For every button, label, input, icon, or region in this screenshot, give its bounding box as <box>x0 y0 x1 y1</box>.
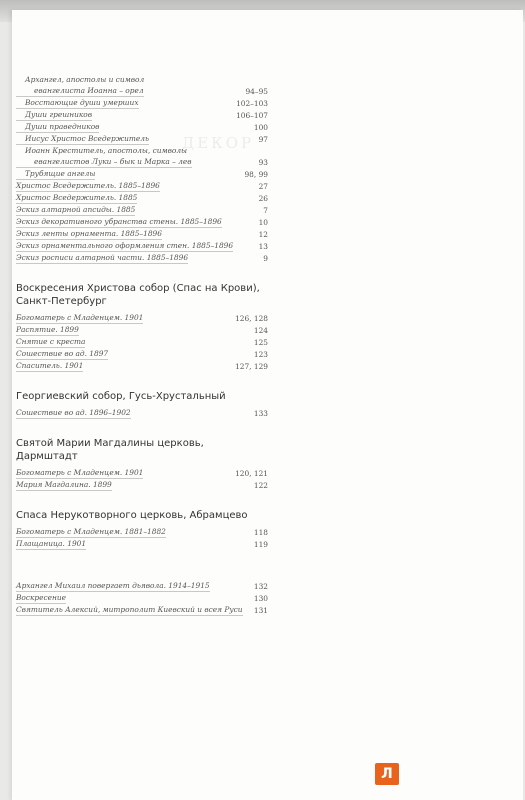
section-title: Святой Марии Магдалины церковь, <box>16 438 204 449</box>
index-section <box>16 580 268 616</box>
index-entry <box>16 85 268 97</box>
entry-pages: 132 <box>253 582 268 591</box>
index-entry <box>16 538 268 550</box>
entry-pages: 119 <box>253 540 268 549</box>
entry-title: Воскресение <box>16 593 67 602</box>
entry-title: Христос Вседержитель. 1885–1896 <box>16 181 160 190</box>
entry-pages: 124 <box>253 326 268 335</box>
entry-pages: 127, 129 <box>235 362 268 371</box>
entry-title: Эскиз декоративного убранства стены. 1885–1896 <box>16 217 222 226</box>
index-section <box>16 509 268 550</box>
index-entry <box>16 592 268 604</box>
index-entry <box>16 121 268 133</box>
index-entry <box>16 168 268 180</box>
entry-pages: 126, 128 <box>235 314 268 323</box>
entry-title: Иоанн Креститель, апостолы, символы <box>25 146 188 155</box>
publisher-logo: Л <box>375 763 399 785</box>
index-section <box>16 282 268 372</box>
entry-title: Сошествие во ад. 1896–1902 <box>16 408 131 417</box>
index-entry <box>16 324 268 336</box>
entry-title: Эскиз алтарной апсиды. 1885 <box>16 205 136 214</box>
index-entry <box>16 192 268 204</box>
entry-title: евангелистов Луки – бык и Марка – лев <box>16 156 192 168</box>
entry-title: Богоматерь с Младенцем. 1901 <box>16 313 144 322</box>
section-title: Спаса Нерукотворного церковь, Абрамцево <box>16 510 248 521</box>
index-entry <box>16 145 268 156</box>
entry-pages: 26 <box>258 194 268 203</box>
section-title: Воскресения Христова собор (Спас на Крови), <box>16 283 260 294</box>
index-entry <box>16 109 268 121</box>
index-entry <box>16 133 268 145</box>
index-entry <box>16 479 268 491</box>
entry-pages: 94–95 <box>245 87 268 96</box>
index-section <box>16 74 268 264</box>
entry-title: Трубящие ангелы <box>16 168 95 180</box>
section-title: Георгиевский собор, Гусь-Хрустальный <box>16 391 226 402</box>
entry-title: евангелиста Иоанна – орел <box>16 85 144 97</box>
entry-pages: 131 <box>253 606 268 615</box>
entry-pages: 93 <box>258 158 268 167</box>
entry-pages: 7 <box>263 206 268 215</box>
index-entry <box>16 360 268 372</box>
entry-title: Архангел Михаил повергает дьявола. 1914–1915 <box>16 581 210 590</box>
index-entry <box>16 348 268 360</box>
entry-pages: 118 <box>253 528 268 537</box>
index-entry <box>16 467 268 479</box>
index-entry <box>16 604 268 616</box>
index-entry <box>16 240 268 252</box>
entry-pages: 133 <box>253 409 268 418</box>
section-title: Дармштадт <box>16 451 78 462</box>
index-entry <box>16 180 268 192</box>
entry-title: Души праведников <box>16 121 99 133</box>
index-entry <box>16 407 268 419</box>
entry-pages: 27 <box>258 182 268 191</box>
entry-title: Восстающие души умерших <box>16 97 139 109</box>
entry-title: Плащаница. 1901 <box>16 539 87 548</box>
index-section <box>16 437 268 491</box>
entry-title: Архангел, апостолы и символ <box>25 75 145 84</box>
index-entry <box>16 216 268 228</box>
entry-title: Мария Магдалина. 1899 <box>16 480 112 489</box>
index-entry <box>16 97 268 109</box>
entry-title: Христос Вседержитель. 1885 <box>16 193 138 202</box>
entry-pages: 9 <box>263 254 268 263</box>
index-entry <box>16 156 268 168</box>
entry-pages: 106–107 <box>236 111 268 120</box>
bleed-through-text: ДЕКОР <box>182 134 255 152</box>
entry-pages: 125 <box>253 338 268 347</box>
entry-pages: 130 <box>253 594 268 603</box>
entry-title: Души грешников <box>16 109 92 121</box>
entry-title: Эскиз росписи алтарной части. 1885–1896 <box>16 253 189 262</box>
index-entry <box>16 228 268 240</box>
entry-pages: 122 <box>253 481 268 490</box>
entry-title: Богоматерь с Младенцем. 1881–1882 <box>16 527 166 536</box>
entry-pages: 120, 121 <box>235 469 268 478</box>
entry-title: Богоматерь с Младенцем. 1901 <box>16 468 144 477</box>
entry-pages: 12 <box>258 230 268 239</box>
index-entry <box>16 312 268 324</box>
index-list <box>16 74 268 616</box>
entry-pages: 13 <box>258 242 268 251</box>
index-section <box>16 390 268 419</box>
index-entry <box>16 580 268 592</box>
entry-title: Спаситель. 1901 <box>16 361 84 370</box>
index-entry <box>16 204 268 216</box>
index-entry <box>16 74 268 85</box>
entry-pages: 97 <box>258 135 268 144</box>
index-entry <box>16 336 268 348</box>
entry-title: Распятие. 1899 <box>16 325 79 334</box>
index-entry <box>16 526 268 538</box>
entry-pages: 102–103 <box>236 99 268 108</box>
entry-title: Иисус Христос Вседержитель <box>16 133 149 145</box>
entry-pages: 100 <box>253 123 268 132</box>
entry-title: Эскиз ленты орнамента. 1885–1896 <box>16 229 162 238</box>
index-entry <box>16 252 268 264</box>
entry-title: Сошествие во ад. 1897 <box>16 349 109 358</box>
section-title: Санкт-Петербург <box>16 296 107 307</box>
entry-title: Святитель Алексий, митрополит Киевский и всея Руси <box>16 605 243 614</box>
entry-title: Снятие с креста <box>16 337 86 346</box>
entry-title: Эскиз орнаментального оформления стен. 1885–1896 <box>16 241 234 250</box>
entry-pages: 98, 99 <box>244 170 268 179</box>
entry-pages: 10 <box>258 218 268 227</box>
entry-pages: 123 <box>253 350 268 359</box>
